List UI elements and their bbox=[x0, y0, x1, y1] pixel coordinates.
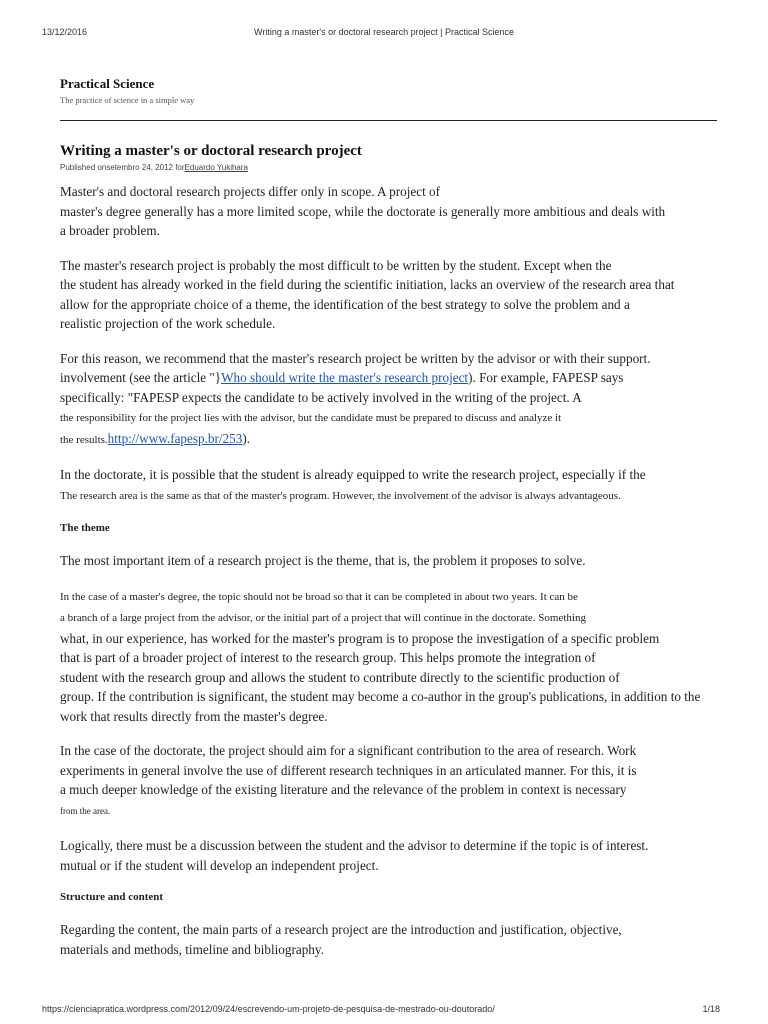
print-page-number: 1/18 bbox=[702, 1004, 720, 1014]
post-author-link[interactable]: Eduardo Yukihara bbox=[184, 163, 248, 172]
print-date: 13/12/2016 bbox=[42, 27, 88, 37]
paragraph: For this reason, we recommend that the master's research project be written by the advisor or with their support. involvement (see the article "}Who should write the master's research project). For example, FAPESP says specifically: "FAPESP expects the candidate to be actively involved in the writing of the project. A the responsibility for the project lies with the advisor, but the candidate must be prepared to discuss and analyze it the results.http://www.fapesp.br/253). bbox=[60, 350, 651, 446]
paragraph: Master's and doctoral research projects differ only in scope. A project of master's degree generally has a more limited scope, while the doctorate is generally more ambitious and deals with a broader problem. bbox=[60, 184, 666, 238]
site-title[interactable]: Practical Science bbox=[60, 76, 155, 91]
site-tagline: The practice of science in a simple way bbox=[60, 95, 195, 105]
section-heading-structure: Structure and content bbox=[60, 891, 164, 903]
print-url: https://cienciapratica.wordpress.com/2012/09/24/escrevendo-um-projeto-de-pesquisa-de-mestrado-ou-doutorado/ bbox=[42, 1004, 495, 1014]
post bbox=[60, 140, 710, 974]
post-meta bbox=[60, 162, 710, 174]
section-heading-theme: The theme bbox=[60, 522, 110, 534]
paragraph: Regarding the content, the main parts of a research project are the introduction and justification, objective, materials and methods, timeline and bibliography. bbox=[60, 922, 622, 957]
print-header bbox=[0, 27, 768, 39]
paragraph: The master's research project is probably the most difficult to be written by the student. Except when the the student has already worked in the field during the scientific initiation, lacks an overview of the research area that allow for the appropriate choice of a theme, the identification of the best strategy to solve the problem and a realistic projection of the work schedule. bbox=[60, 257, 675, 331]
site-header bbox=[60, 76, 720, 105]
header-divider bbox=[60, 120, 717, 121]
fapesp-link[interactable]: http://www.fapesp.br/253 bbox=[107, 430, 243, 446]
paragraph: Logically, there must be a discussion between the student and the advisor to determine if the topic is of interest. mutual or if the student will develop an independent project. bbox=[60, 838, 649, 873]
paragraph: In the case of a master's degree, the topic should not be broad so that it can be completed in about two years. It can be a branch of a large project from the advisor, or the initial part of a project that will continue in the doctorate. Something what, in our experience, has worked for the master's program is to propose the investigation of a specific problem that is part of a broader project of interest to the research group. This helps promote the integration of student with the research group and allows the student to contribute directly to the scientific production of group. If the contribution is significant, the student may become a co-author in the group's publications, in addition to the work that results directly from the master's degree. bbox=[60, 590, 701, 724]
article-link[interactable]: Who should write the master's research project bbox=[221, 370, 469, 385]
post-date: Published onsetembro 24, 2012 for bbox=[60, 163, 185, 172]
paragraph: In the doctorate, it is possible that the student is already equipped to write the research project, especially if the The research area is the same as that of the master's program. However, the involvement of the advisor is always advantageous. bbox=[60, 467, 646, 502]
print-page-title: Writing a master's or doctoral research project | Practical Science bbox=[254, 27, 514, 37]
print-footer bbox=[0, 1004, 768, 1016]
paragraph: The most important item of a research project is the theme, that is, the problem it proposes to solve. bbox=[60, 553, 586, 568]
paragraph: In the case of the doctorate, the project should aim for a significant contribution to the area of research. Work experiments in general involve the use of different research techniques in an articulated manner. For this, it is a much deeper knowledge of the existing literature and the relevance of the problem in context is necessary from the area. bbox=[60, 743, 637, 816]
post-body bbox=[60, 182, 710, 959]
post-title[interactable]: Writing a master's or doctoral research project bbox=[60, 143, 362, 159]
